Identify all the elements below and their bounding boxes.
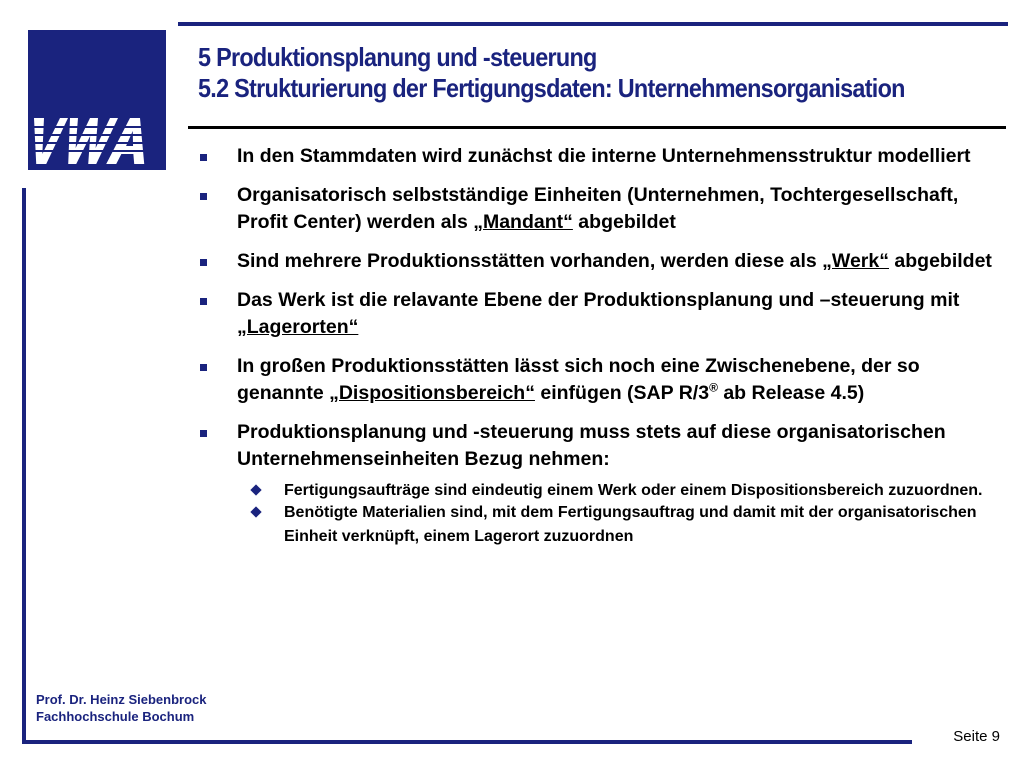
bullet-item bbox=[198, 248, 998, 275]
bullet-text: Produktionsplanung und -steuerung muss stets auf diese organisatorischen Unternehmenseinheiten Bezug nehmen: bbox=[237, 421, 946, 470]
bullet-text: Sind mehrere Produktionsstätten vorhanden, werden diese als bbox=[237, 250, 823, 272]
sub-bullet-item bbox=[198, 501, 998, 549]
bullet-item bbox=[198, 419, 998, 473]
diamond-bullet-icon bbox=[250, 506, 261, 517]
square-bullet-icon bbox=[200, 193, 207, 200]
bullet-text: abgebildet bbox=[572, 211, 676, 233]
top-rule bbox=[178, 22, 1008, 26]
bullet-text: ab Release 4.5) bbox=[717, 382, 865, 404]
slide-title bbox=[198, 42, 998, 104]
title-line-1: 5 Produktionsplanung und -steuerung bbox=[198, 42, 597, 72]
bullet-list bbox=[198, 143, 998, 553]
bullet-text: In großen Produktionsstätten lässt sich noch eine Zwischenebene, der so genannte bbox=[237, 355, 920, 404]
square-bullet-icon bbox=[200, 298, 207, 305]
bullet-item bbox=[198, 182, 998, 236]
sub-bullet-text: Benötigte Materialien sind, mit dem Fertigungsauftrag und damit mit der organisatorischen Einheit verknüpft, einem Lagerort zuzuordnen bbox=[284, 504, 977, 545]
page-number: Seite 9 bbox=[953, 728, 1000, 745]
footer-author: Prof. Dr. Heinz Siebenbrock bbox=[36, 692, 207, 707]
vwa-logo bbox=[28, 30, 166, 170]
bullet-item bbox=[198, 353, 998, 407]
bullet-text: einfügen (SAP R/3 bbox=[534, 382, 710, 404]
title-line-2: 5.2 Strukturierung der Fertigungsdaten: Unternehmensorganisation bbox=[198, 73, 905, 103]
bullet-text: In den Stammdaten wird zunächst die interne Unternehmensstruktur modelliert bbox=[237, 145, 971, 167]
bullet-item bbox=[198, 287, 998, 341]
diamond-bullet-icon bbox=[250, 484, 261, 495]
vwa-logo-graphic bbox=[28, 30, 166, 170]
bullet-item bbox=[198, 143, 998, 170]
left-rule bbox=[22, 188, 26, 743]
footer-institution: Fachhochschule Bochum bbox=[36, 709, 195, 724]
square-bullet-icon bbox=[200, 430, 207, 437]
bullet-text: Das Werk ist die relavante Ebene der Produktionsplanung und –steuerung mit bbox=[237, 289, 960, 311]
title-rule bbox=[188, 126, 1006, 129]
footer-author-block bbox=[36, 691, 207, 725]
term-lagerorten: „Lagerorten“ bbox=[237, 316, 359, 338]
sub-bullet-text: Fertigungsaufträge sind eindeutig einem Werk oder einem Dispositionsbereich zuzuordnen. bbox=[284, 482, 983, 499]
term-werk: „Werk“ bbox=[822, 250, 889, 272]
bullet-text: abgebildet bbox=[889, 250, 992, 272]
registered-mark: ® bbox=[709, 380, 718, 395]
bullet-text: Organisatorisch selbstständige Einheiten (Unternehmen, Tochtergesellschaft, Profit Center) werden als bbox=[237, 184, 959, 233]
square-bullet-icon bbox=[200, 259, 207, 266]
square-bullet-icon bbox=[200, 154, 207, 161]
bottom-rule bbox=[22, 740, 912, 744]
square-bullet-icon bbox=[200, 364, 207, 371]
term-mandant: „Mandant“ bbox=[473, 211, 573, 233]
term-dispositionsbereich: „Dispositionsbereich“ bbox=[329, 382, 535, 404]
sub-bullet-item bbox=[198, 479, 998, 503]
